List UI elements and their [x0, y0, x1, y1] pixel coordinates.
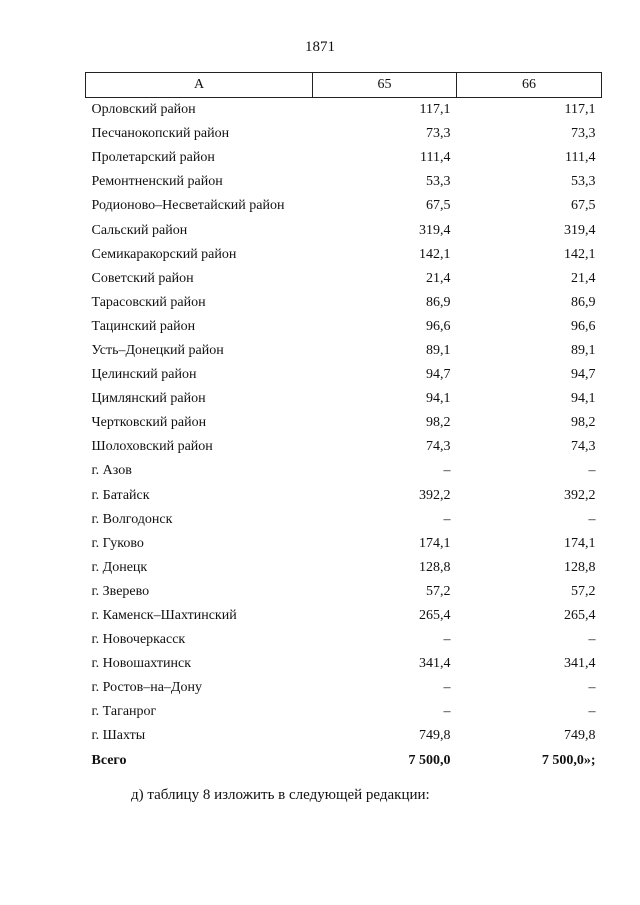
- row-value-66: 74,3: [571, 439, 596, 455]
- table-row: [86, 604, 602, 628]
- row-name: Родионово–Несветайский район: [91, 198, 285, 214]
- row-name: г. Гуково: [91, 535, 144, 551]
- row-name: г. Донецк: [91, 559, 148, 575]
- row-value-66: –: [588, 704, 596, 720]
- total-label: Всего: [91, 752, 127, 768]
- table-row: [86, 122, 602, 146]
- row-value-65: 96,6: [426, 318, 451, 334]
- table-body: [86, 98, 602, 773]
- row-value-65: 94,7: [426, 367, 451, 383]
- row-value-65: 89,1: [426, 342, 451, 358]
- header-col-66: 66: [457, 73, 602, 98]
- row-name: г. Азов: [91, 463, 132, 479]
- total-row: [86, 749, 602, 773]
- row-value-66: 67,5: [571, 198, 596, 214]
- row-value-65: –: [443, 680, 451, 696]
- row-value-66: 174,1: [564, 535, 596, 551]
- row-name: Пролетарский район: [91, 150, 215, 166]
- table-row: [86, 170, 602, 194]
- row-value-66: 86,9: [571, 294, 596, 310]
- header-col-a: А: [86, 73, 313, 98]
- row-name: Ремонтненский район: [91, 174, 223, 190]
- header-col-65: 65: [313, 73, 457, 98]
- row-name: г. Каменск–Шахтинский: [91, 608, 237, 624]
- table-row: [86, 459, 602, 483]
- row-name: Тацинский район: [91, 318, 196, 334]
- row-name: г. Таганрог: [91, 704, 157, 720]
- row-value-65: 392,2: [419, 487, 451, 503]
- row-value-65: 21,4: [426, 270, 451, 286]
- row-name: г. Зверево: [91, 583, 150, 599]
- table-row: [86, 532, 602, 556]
- row-value-66: 319,4: [564, 222, 596, 238]
- row-value-65: –: [443, 704, 451, 720]
- row-name: г. Шахты: [91, 728, 146, 744]
- row-value-65: 57,2: [426, 583, 451, 599]
- row-value-66: –: [588, 511, 596, 527]
- row-value-65: 111,4: [420, 150, 451, 166]
- row-name: Орловский район: [91, 102, 196, 118]
- table-row: [86, 628, 602, 652]
- table-row: [86, 363, 602, 387]
- row-value-65: 128,8: [419, 559, 451, 575]
- table-row: [86, 98, 602, 123]
- row-value-66: 94,7: [571, 367, 596, 383]
- row-value-66: –: [588, 463, 596, 479]
- table-row: [86, 411, 602, 435]
- row-value-66: 265,4: [564, 608, 596, 624]
- row-name: г. Новошахтинск: [91, 656, 192, 672]
- instruction-text: д) таблицу 8 изложить в следующей редакции:: [131, 787, 430, 803]
- table-row: [86, 508, 602, 532]
- row-value-65: 749,8: [419, 728, 451, 744]
- row-value-66: 53,3: [571, 174, 596, 190]
- row-value-65: 265,4: [419, 608, 451, 624]
- row-value-65: 142,1: [419, 246, 451, 262]
- row-value-65: 94,1: [426, 391, 451, 407]
- table-row: [86, 556, 602, 580]
- row-value-65: 341,4: [419, 656, 451, 672]
- header-row: [86, 73, 602, 98]
- row-value-66: 89,1: [571, 342, 596, 358]
- page-number: 1871: [305, 39, 335, 55]
- table-row: [86, 435, 602, 459]
- row-value-65: 67,5: [426, 198, 451, 214]
- row-value-66: 341,4: [564, 656, 596, 672]
- table-row: [86, 580, 602, 604]
- row-value-65: 86,9: [426, 294, 451, 310]
- row-name: Целинский район: [91, 367, 197, 383]
- row-name: г. Волгодонск: [91, 511, 173, 527]
- row-value-65: 117,1: [419, 102, 451, 118]
- table-row: [86, 724, 602, 748]
- row-value-65: 174,1: [419, 535, 451, 551]
- row-name: Сальский район: [91, 222, 188, 238]
- table-header: [86, 73, 602, 98]
- table-row: [86, 652, 602, 676]
- row-value-66: 21,4: [571, 270, 596, 286]
- table-row: [86, 267, 602, 291]
- row-value-66: –: [588, 680, 596, 696]
- row-name: г. Ростов–на–Дону: [91, 680, 202, 696]
- row-name: Семикаракорский район: [91, 246, 237, 262]
- row-value-65: 98,2: [426, 415, 451, 431]
- row-value-65: 53,3: [426, 174, 451, 190]
- row-value-65: –: [443, 632, 451, 648]
- table-row: [86, 243, 602, 267]
- row-value-66: 128,8: [564, 559, 596, 575]
- row-name: Шолоховский район: [91, 439, 213, 455]
- table-row: [86, 194, 602, 218]
- total-value-65: 7 500,0: [408, 752, 451, 768]
- row-value-65: 319,4: [419, 222, 451, 238]
- row-value-66: 94,1: [571, 391, 596, 407]
- row-value-66: 57,2: [571, 583, 596, 599]
- row-value-65: –: [443, 511, 451, 527]
- row-name: Чертковский район: [91, 415, 207, 431]
- row-name: г. Батайск: [91, 487, 150, 503]
- table-row: [86, 484, 602, 508]
- table-row: [86, 315, 602, 339]
- row-name: Советский район: [91, 270, 194, 286]
- row-value-65: 73,3: [426, 126, 451, 142]
- table-row: [86, 146, 602, 170]
- row-name: Песчанокопский район: [91, 126, 230, 142]
- table-row: [86, 339, 602, 363]
- row-value-66: 111,4: [565, 150, 596, 166]
- row-value-66: 73,3: [571, 126, 596, 142]
- row-name: Усть–Донецкий район: [91, 342, 224, 358]
- row-value-66: 96,6: [571, 318, 596, 334]
- row-value-65: 74,3: [426, 439, 451, 455]
- row-name: Тарасовский район: [91, 294, 206, 310]
- row-value-66: 392,2: [564, 487, 596, 503]
- row-value-66: 98,2: [571, 415, 596, 431]
- row-value-66: 142,1: [564, 246, 596, 262]
- row-value-65: –: [443, 463, 451, 479]
- row-name: г. Новочеркасск: [91, 632, 186, 648]
- row-value-66: 749,8: [564, 728, 596, 744]
- allocation-table: [85, 72, 602, 773]
- row-name: Цимлянский район: [91, 391, 206, 407]
- table-row: [86, 676, 602, 700]
- row-value-66: –: [588, 632, 596, 648]
- row-value-66: 117,1: [564, 102, 596, 118]
- table-row: [86, 387, 602, 411]
- total-value-66: 7 500,0»;: [541, 752, 596, 768]
- table-row: [86, 291, 602, 315]
- table-row: [86, 218, 602, 242]
- table-row: [86, 700, 602, 724]
